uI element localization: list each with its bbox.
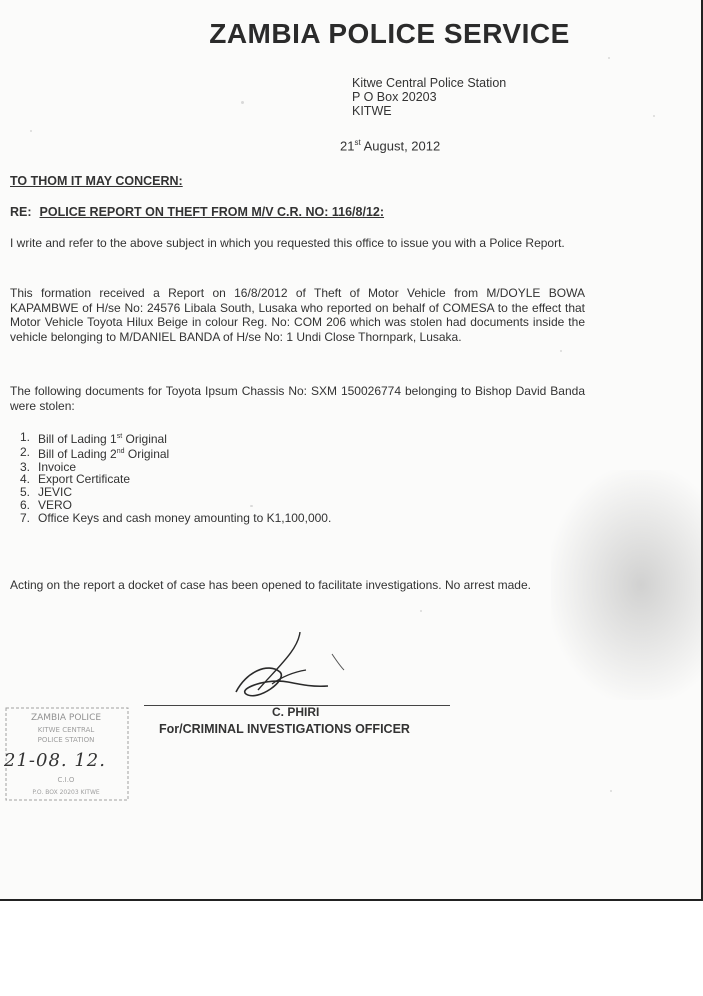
scan-speck [560,350,562,352]
scan-speck [30,130,32,132]
list-item-number: 4. [20,472,31,487]
signer-name: C. PHIRI [272,705,320,719]
stamp-text: KITWE CENTRAL [37,726,95,734]
list-item-main: Invoice [38,459,77,474]
scan-speck [608,57,610,59]
list-item [20,446,331,461]
handwritten-signature [228,632,368,707]
station-address [352,76,506,118]
list-item-main: Bill of Lading 2 [38,446,117,461]
stamp-text: C.I.O [57,776,75,784]
scan-speck [241,101,244,104]
paragraph-documents: The following documents for Toyota Ipsum Chassis No: SXM 150026774 belonging to Bishop David Banda were stolen: [10,384,585,413]
list-item-number: 6. [20,497,31,512]
list-item-main: VERO [38,497,73,512]
list-item-main: Office Keys and cash money amounting to K1,100,000. [38,510,332,525]
paragraph-action: Acting on the report a docket of case has been opened to facilitate investigations. No arrest made. [10,578,531,592]
subject-prefix: RE: [10,205,32,219]
list-item-sup: nd [116,447,125,455]
list-item-post: Original [124,446,170,461]
list-item-text [38,446,169,461]
list-item-number: 3. [20,459,31,474]
paragraph-intro: I write and refer to the above subject in which you requested this office to issue you with a Police Report. [10,236,565,250]
list-item-text [38,512,331,525]
stamp-text: P.O. BOX 20203 KITWE [32,789,100,796]
list-item-text [38,431,167,446]
address-line: Kitwe Central Police Station [352,76,507,90]
letter-date [340,138,440,153]
subject-line [10,205,384,219]
list-item-sup: st [116,433,123,440]
scan-speck [610,790,612,792]
stolen-items-list [20,431,331,525]
list-item [20,512,331,525]
list-item [20,431,331,446]
salutation: TO THOM IT MAY CONCERN: [10,174,183,188]
list-item-number: 2. [20,444,31,459]
subject-text: POLICE REPORT ON THEFT FROM M/V C.R. NO: 116/8/12: [39,205,385,219]
list-item-main: JEVIC [38,485,73,500]
address-line: P O Box 20203 [352,90,437,104]
address-line: KITWE [352,104,392,118]
list-item-number: 5. [20,485,31,500]
date-rest: August, 2012 [363,138,441,154]
list-item-number: 7. [20,510,31,525]
list-item-main: Export Certificate [38,472,131,487]
date-day: 21 [340,138,355,154]
stamp-text: ZAMBIA POLICE [30,713,102,723]
stamp-text: POLICE STATION [37,736,95,744]
scan-speck [653,115,655,117]
paragraph-report: This formation received a Report on 16/8/2012 of Theft of Motor Vehicle from M/DOYLE BOWA KAPAMBWE of H/se No: 24576 Libala South, Lusaka who reported on behalf of COMESA to the effect that Motor Vehicle Toyota Hilux Beige in colour Reg. No: COM 206 which was stolen had documents inside the vehicle belonging to M/DANIEL BANDA of H/se No: 1 Undi Close Thornpark, Lusaka. [10,286,585,344]
signer-title: For/CRIMINAL INVESTIGATIONS OFFICER [159,722,410,736]
scan-speck [420,610,422,612]
letterhead-title: ZAMBIA POLICE SERVICE [209,18,570,49]
date-suffix: st [354,138,361,147]
list-item-main: Bill of Lading 1 [38,432,117,446]
list-item-post: Original [122,432,167,446]
list-item-number: 1. [20,430,31,444]
stamp-handwritten-date: 21-08. 12. [4,750,106,771]
